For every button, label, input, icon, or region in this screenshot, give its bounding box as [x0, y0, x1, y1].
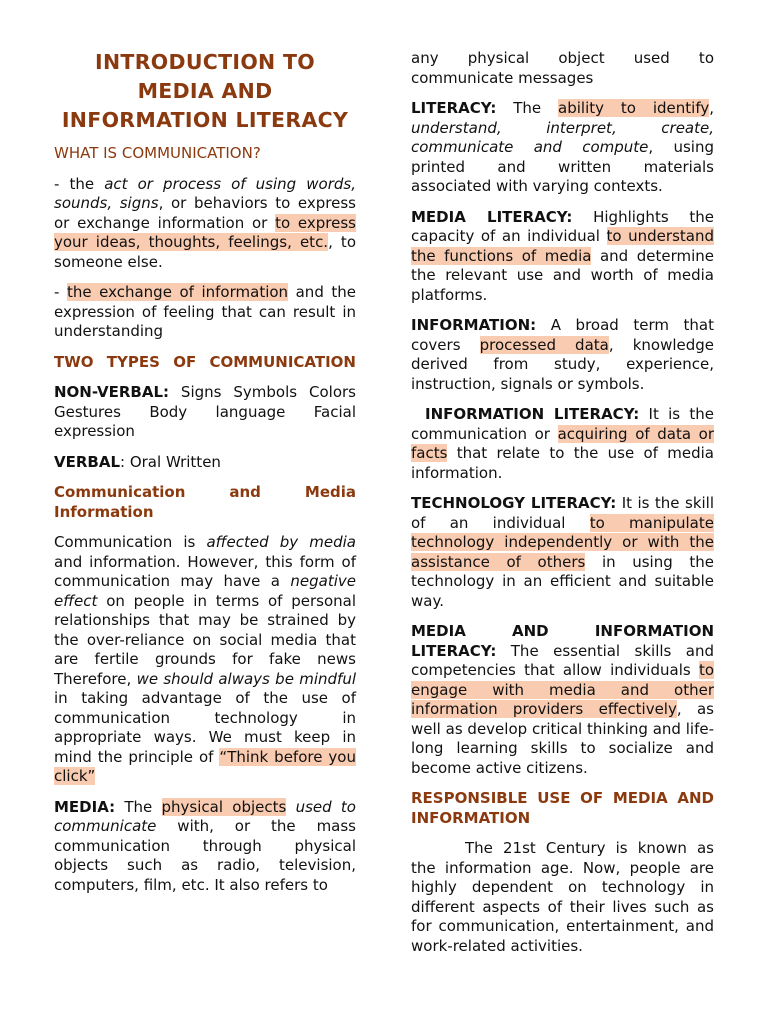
media-continued-paragraph: any physical object used to communicate messages [411, 49, 714, 87]
highlight: processed data [479, 335, 609, 354]
left-column [54, 0, 356, 895]
media-paragraph: MEDIA: The physical objects used to communicate with, or the mass communication through physical objects such as radio, television, computers, film, etc. It also refers to [54, 797, 356, 894]
heading-two-types: TWO TYPES OF COMMUNICATION [54, 352, 356, 371]
highlight: to manipulate technology independently or with the assistance of others [411, 513, 714, 571]
mil-paragraph: MEDIA AND INFORMATION LITERACY: The essential skills and competencies that allow individuals to engage with media and other information providers effectively, as well as develop critical thinking and life-long learning skills to socialize and become active citizens. [411, 622, 714, 777]
highlight: to engage with media and other information providers effectively [411, 661, 714, 718]
information-literacy-paragraph: INFORMATION LITERACY: It is the communication or acquiring of data or facts that relate to the use of media information. [411, 405, 714, 482]
highlight: to understand the functions of media [411, 227, 714, 265]
definition-paragraph-1: - the act or process of using words, sounds, signs, or behaviors to express or exchange information or to express your ideas, thoughts, feelings, etc., to someone else. [54, 174, 356, 271]
technology-literacy-paragraph: TECHNOLOGY LITERACY: It is the skill of an individual to manipulate technology independently or with the assistance of others in using the technology in an efficient and suitable way. [411, 494, 715, 610]
page-title: INTRODUCTION TO MEDIA AND INFORMATION LITERACY [61, 50, 349, 132]
responsible-use-paragraph: The 21st Century is known as the information age. Now, people are highly dependent on technology in different aspects of their lives such as for communication, entertainment, and work-related activities. [411, 839, 714, 955]
highlight: acquiring of data or facts [411, 424, 714, 462]
right-column [411, 0, 714, 956]
nonverbal-paragraph: NON-VERBAL: Signs Symbols Colors Gestures Body language Facial expression [54, 383, 356, 440]
definition-paragraph-2: - the exchange of information and the expression of feeling that can result in understanding [54, 283, 357, 340]
highlight: physical objects [161, 797, 287, 816]
verbal-paragraph: VERBAL: Oral Written [54, 452, 221, 471]
section-question-communication: WHAT IS COMMUNICATION? [54, 144, 261, 162]
highlight: to express your ideas, thoughts, feelings, etc. [54, 213, 356, 251]
literacy-paragraph: LITERACY: The ability to identify, understand, interpret, create, communicate and compute, using printed and written materials associated with varying contexts. [411, 99, 715, 195]
heading-communication-media: Communication and Media Information [54, 483, 356, 521]
heading-responsible-use: RESPONSIBLE USE OF MEDIA AND INFORMATION [411, 789, 714, 827]
highlight: ability to identify [558, 99, 710, 117]
highlight: “Think before you click” [54, 747, 356, 785]
communication-media-paragraph: Communication is affected by media and information. However, this form of communication may have a negative effect on people in terms of personal relationships that may be strained by the over-reliance on social media that are fertile grounds for fake news Therefore, we should always be mindful in taking advantage of the use of communication technology in appropriate ways. We must keep in mind the principle of “Think before you click” [54, 533, 356, 785]
media-literacy-paragraph: MEDIA LITERACY: Highlights the capacity of an individual to understand the functions of media and determine the relevant use and worth of media platforms. [411, 207, 714, 304]
information-paragraph: INFORMATION: A broad term that covers processed data, knowledge derived from study, experience, instruction, signals or symbols. [411, 316, 715, 393]
highlight: the exchange of information [66, 283, 289, 301]
